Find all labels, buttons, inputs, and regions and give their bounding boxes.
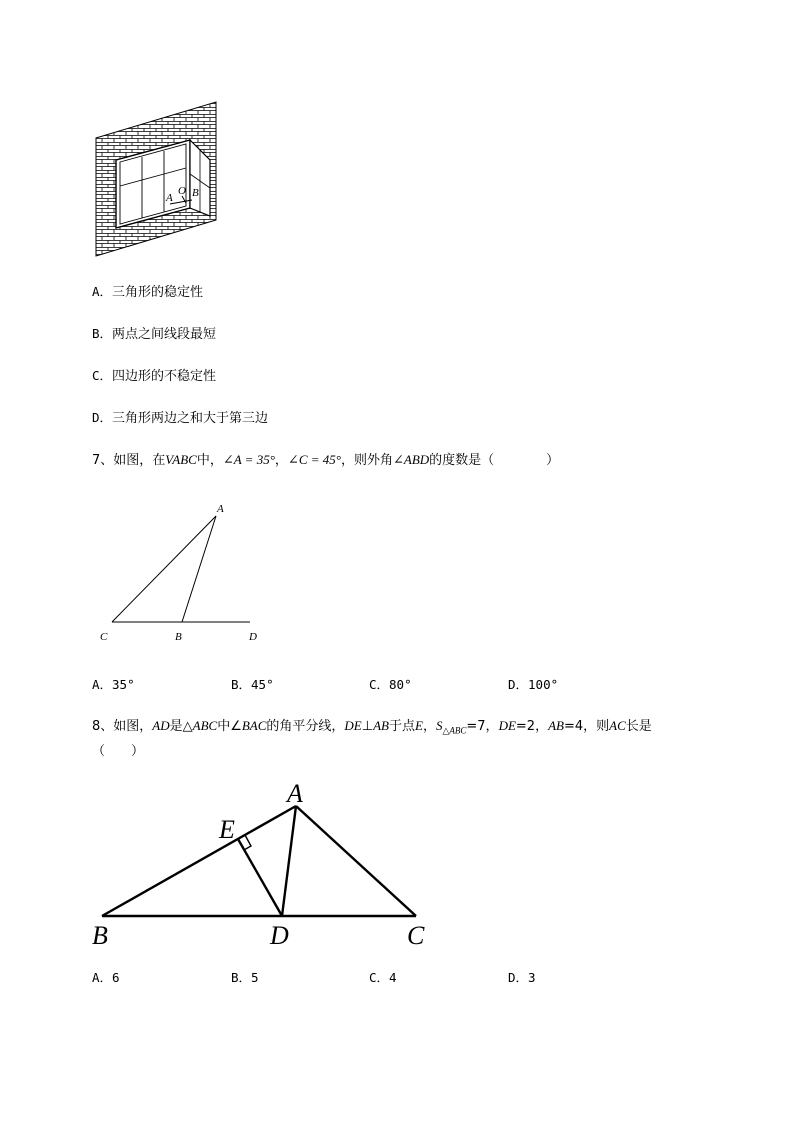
option-letter: A． bbox=[92, 284, 113, 299]
label-a: A bbox=[217, 503, 224, 515]
option-text: 两点之间线段最短 bbox=[112, 327, 217, 342]
q8-option-d: D．3 bbox=[508, 970, 536, 985]
angle-a: ∠A = 35° bbox=[222, 452, 275, 467]
segment-ac bbox=[296, 806, 416, 916]
label-e: E bbox=[219, 815, 235, 844]
q7-stem: 7、如图，在VABC中，∠A = 35°，∠C = 45°，则外角∠ABD的度数是（ ） bbox=[92, 452, 560, 468]
q7-option-c: C．80° bbox=[369, 677, 412, 692]
q7-option-a: A．35° bbox=[92, 677, 135, 692]
triangle-name: VABC bbox=[165, 452, 197, 467]
q7-triangle-figure bbox=[92, 498, 272, 648]
segment-ad bbox=[282, 806, 296, 916]
segment-ba bbox=[182, 516, 216, 622]
option-letter: C． bbox=[92, 368, 113, 383]
segment-ba bbox=[102, 806, 296, 916]
q8-answer-paren: （ ） bbox=[92, 744, 145, 759]
q6-option-d bbox=[92, 410, 268, 427]
q7-option-b: B．45° bbox=[231, 677, 274, 692]
q8-option-b: B．5 bbox=[231, 970, 259, 985]
angle-c: ∠C = 45° bbox=[287, 452, 341, 467]
option-text: 三角形的稳定性 bbox=[112, 285, 204, 300]
option-text: 四边形的不稳定性 bbox=[112, 369, 217, 384]
q6-option-a bbox=[92, 284, 203, 301]
label-d: D bbox=[270, 921, 289, 950]
label-a: A bbox=[287, 779, 303, 808]
angle-abd: ∠ABD bbox=[392, 452, 430, 467]
label-b: B bbox=[92, 921, 108, 950]
q7-option-d: D．100° bbox=[508, 677, 559, 692]
window-label-b: B bbox=[192, 187, 199, 199]
option-text: 三角形两边之和大于第三边 bbox=[112, 411, 269, 426]
q8-triangle-figure bbox=[88, 776, 438, 954]
q6-option-b bbox=[92, 326, 216, 343]
window-wall-figure bbox=[90, 100, 225, 260]
q8-option-a: A．6 bbox=[92, 970, 120, 985]
q8-stem: 8、如图，AD是△ABC中∠BAC的角平分线，DE⊥AB于点E，$S_{\triangle ABC}=7$，DE=2，AB=4，则AC长是 bbox=[92, 718, 652, 736]
q6-option-c bbox=[92, 368, 216, 385]
window-label-o: O bbox=[178, 185, 186, 197]
segment-de bbox=[238, 839, 282, 916]
label-c: C bbox=[407, 921, 425, 950]
label-b: B bbox=[175, 631, 182, 643]
label-c: C bbox=[100, 631, 108, 643]
window-label-a: A bbox=[166, 192, 173, 204]
option-letter: D． bbox=[92, 410, 113, 425]
right-angle-mark bbox=[244, 835, 251, 850]
q8-option-c: C．4 bbox=[369, 970, 397, 985]
segment-ca bbox=[112, 516, 216, 622]
option-letter: B． bbox=[92, 326, 113, 341]
label-d: D bbox=[249, 631, 257, 643]
